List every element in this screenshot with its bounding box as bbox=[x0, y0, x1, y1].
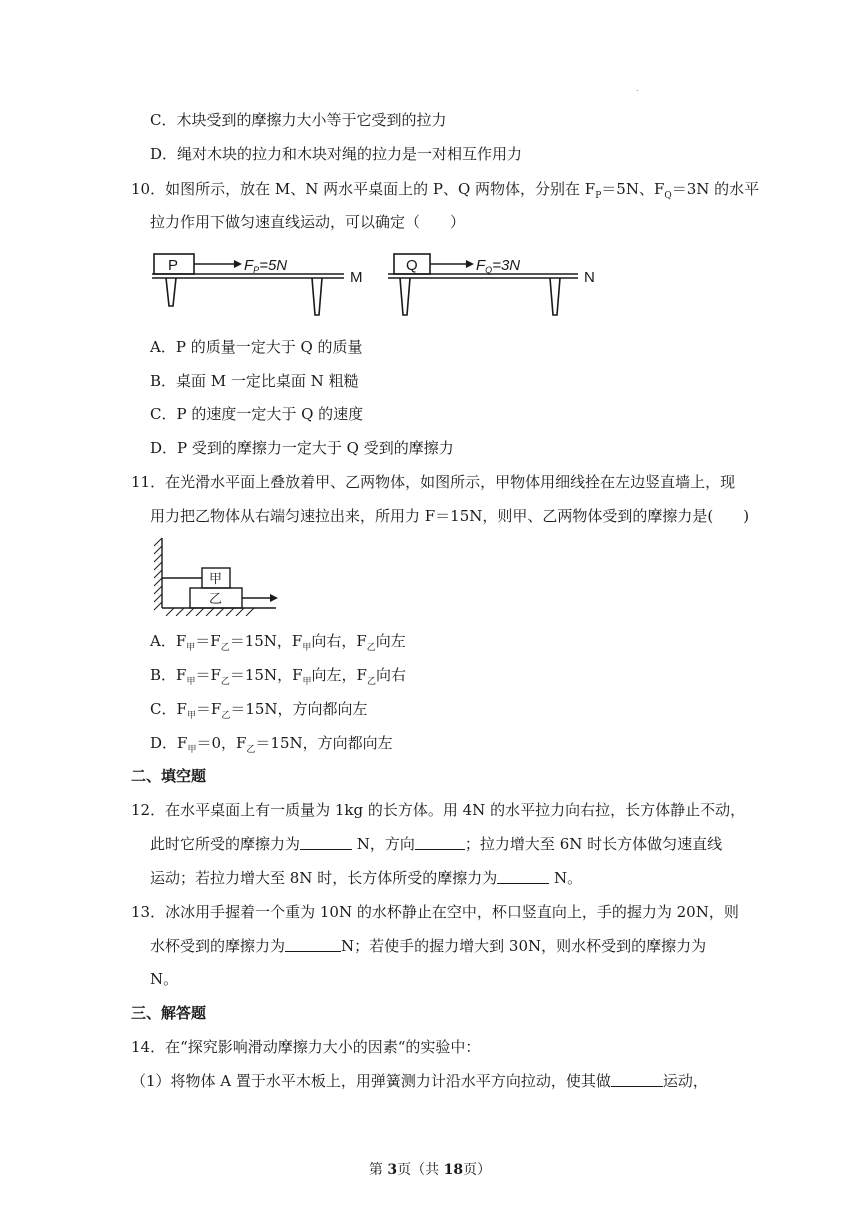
block-jia-label: 甲 bbox=[209, 572, 223, 587]
q10-option-b: B．桌面 M 一定比桌面 N 粗糙 bbox=[150, 372, 359, 390]
q10-stem-line1: 10．如图所示，放在 M、N 两水平桌面上的 P、Q 两物体，分别在 $F_P=5N$、$F_Q=3N$ 的水平 bbox=[131, 180, 760, 201]
q9-option-c: C．木块受到的摩擦力大小等于它受到的拉力 bbox=[150, 111, 447, 129]
q11-option-a: A．$F_甲=F_乙=15N$，$F_甲$向右，$F_乙$向左 bbox=[150, 632, 406, 653]
q9-option-d: D．绳对木块的拉力和木块对绳的拉力是一对相互作用力 bbox=[150, 145, 523, 163]
q14-line1: 14．在“探究影响滑动摩擦力大小的因素“的实验中： bbox=[131, 1038, 481, 1056]
block-p-label: P bbox=[168, 257, 179, 274]
q12-line3: 运动；若拉力增大至 8N 时，长方体所受的摩擦力为 N。 bbox=[150, 869, 583, 887]
answer-blank bbox=[611, 1072, 663, 1087]
q10-stem-line2: 拉力作用下做匀速直线运动，可以确定（ ） bbox=[150, 213, 466, 231]
q13-line1: 13．冰冰用手握着一个重为 10N 的水杯静止在空中，杯口竖直向上，手的握力为 20N，则 bbox=[131, 903, 739, 921]
answer-blank bbox=[300, 835, 352, 850]
table-m-leg-right bbox=[312, 278, 322, 315]
q11-stem-line2: 用力把乙物体从右端匀速拉出来，所用力 F＝15N，则甲、乙两物体受到的摩擦力是( ) bbox=[150, 507, 750, 525]
q11-option-b: B．$F_甲=F_乙=15N$，$F_甲$向左，$F_乙$向右 bbox=[150, 666, 406, 687]
q10-figure bbox=[148, 248, 608, 320]
q12-line2: 此时它所受的摩擦力为 N，方向 ；拉力增大至 6N 时长方体做匀速直线 bbox=[150, 835, 723, 853]
table-n-leg-right bbox=[550, 278, 560, 315]
q11-option-d: D．$F_甲=0$，$F_乙=15N$，方向都向左 bbox=[150, 734, 393, 755]
q11-option-c: C．$F_甲=F_乙=15N$，方向都向左 bbox=[150, 700, 368, 721]
q10-option-a: A．P 的质量一定大于 Q 的质量 bbox=[150, 338, 363, 356]
page-footer: 第 3页（共 18页） bbox=[368, 1162, 492, 1178]
table-m-label: M bbox=[350, 269, 363, 286]
q13-line2: 水杯受到的摩擦力为 N；若使手的握力增大到 30N，则水杯受到的摩擦力为 bbox=[150, 937, 707, 955]
answer-blank bbox=[415, 835, 465, 850]
page-dot: . bbox=[636, 84, 639, 93]
table-n-leg-left bbox=[400, 278, 410, 315]
q11-figure bbox=[148, 536, 288, 616]
section-fill-in-heading: 二、填空题 bbox=[131, 767, 207, 785]
answer-blank bbox=[285, 937, 341, 952]
force-p-label: $F_P=5N$ bbox=[244, 257, 288, 275]
q10-option-d: D．P 受到的摩擦力一定大于 Q 受到的摩擦力 bbox=[150, 439, 454, 457]
block-yi-label: 乙 bbox=[209, 592, 223, 607]
table-m-leg-left bbox=[166, 278, 176, 306]
q12-line1: 12．在水平桌面上有一质量为 1kg 的长方体。用 4N 的水平拉力向右拉，长方体静止不动， bbox=[131, 801, 746, 819]
force-q-label: $F_Q=3N$ bbox=[476, 257, 521, 275]
block-q-label: Q bbox=[406, 257, 418, 274]
q11-stem-line1: 11．在光滑水平面上叠放着甲、乙两物体，如图所示，甲物体用细线拴在左边竖直墙上，现 bbox=[131, 473, 736, 491]
section-answer-heading: 三、解答题 bbox=[131, 1004, 207, 1022]
q10-option-c: C．P 的速度一定大于 Q 的速度 bbox=[150, 405, 364, 423]
table-n-label: N bbox=[584, 269, 595, 286]
q13-line3: N。 bbox=[150, 970, 179, 988]
q14-line2: （1）将物体 A 置于水平木板上，用弹簧测力计沿水平方向拉动，使其做 运动， bbox=[131, 1072, 708, 1090]
answer-blank bbox=[497, 869, 549, 884]
